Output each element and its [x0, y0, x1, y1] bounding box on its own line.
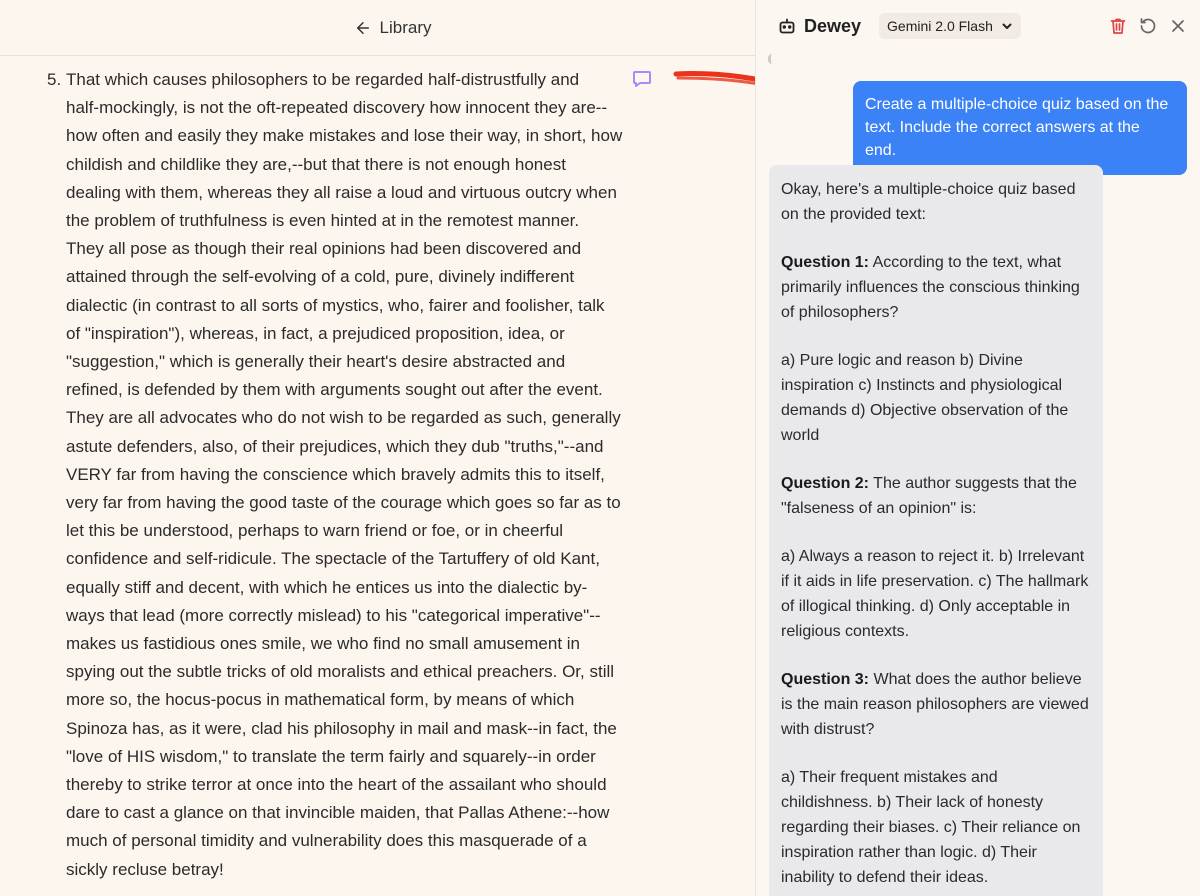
quiz-question: [781, 667, 1091, 742]
paragraph-line: very far from having the good taste of the courage which goes so far as to: [66, 493, 621, 513]
question-text: What does the author believe is the main reason philosophers are viewed with distrust?: [781, 671, 1089, 738]
paragraph-line: childish and childlike they are,--but that there is not enough honest: [66, 154, 566, 174]
chevron-down-icon: [1001, 20, 1013, 32]
chat-messages[interactable]: [756, 52, 1200, 896]
chat-actions: [1108, 16, 1188, 36]
question-label: Question 1:: [781, 254, 870, 271]
paragraph: [0, 66, 660, 884]
quiz-question: [781, 250, 1091, 325]
paragraph-line: dealing with them, whereas they all raise a loud and virtuous outcry when: [66, 182, 617, 202]
user-message: Create a multiple-choice quiz based on the text. Include the correct answers at the end.: [853, 81, 1187, 175]
assistant-message: [769, 165, 1103, 896]
paragraph-line: equally stiff and decent, with which he entices us into the dialectic by-: [66, 577, 588, 597]
close-icon[interactable]: [1168, 16, 1188, 36]
paragraph-line: more so, the hocus-pocus in mathematical form, by means of which: [66, 690, 575, 710]
bot-icon: [778, 17, 796, 35]
trash-icon[interactable]: [1108, 16, 1128, 36]
model-selector[interactable]: [879, 13, 1021, 39]
paragraph-line: sickly recluse betray!: [66, 859, 224, 879]
paragraph-line: let this be understood, perhaps to warn friend or foe, or in cheerful: [66, 521, 564, 541]
paragraph-line: "love of HIS wisdom," to translate the term fairly and squarely--in order: [66, 746, 596, 766]
paragraph-line: ways that lead (more correctly mislead) to his "categorical imperative"--: [66, 605, 601, 625]
assistant-title: Dewey: [804, 15, 862, 36]
paragraph-text: [66, 66, 660, 884]
paragraph-line: That which causes philosophers to be regarded half-distrustfully and: [66, 70, 580, 89]
paragraph-line: VERY far from having the conscience which bravely admits this to itself,: [66, 464, 605, 484]
paragraph-line: dialectic (in contrast to all sorts of mystics, who, fairer and foolisher, talk: [66, 295, 605, 315]
chat-header: [756, 0, 1200, 52]
paragraph-line: They are all advocates who do not wish to be regarded as such, generally: [66, 408, 621, 428]
paragraph-line: spying out the subtle tricks of old moralists and ethical preachers. Or, still: [66, 662, 615, 682]
back-label: Library: [379, 17, 432, 37]
assistant-intro: Okay, here's a multiple-choice quiz based on the provided text:: [781, 181, 1076, 223]
scroll-indicator: [768, 54, 776, 64]
paragraph-number: 5.: [47, 70, 62, 89]
paragraph-line: They all pose as though their real opinions had been discovered and: [66, 239, 582, 259]
paragraph-line: half-mockingly, is not the oft-repeated discovery how innocent they are--: [66, 98, 608, 118]
quiz-options: a) Their frequent mistakes and childishness. b) Their lack of honesty regarding their biases. c) Their reliance on inspiration rather than logic. d) Their inability to defend their ideas.: [781, 769, 1081, 886]
question-text: According to the text, what primarily influences the conscious thinking of philosophers?: [781, 254, 1080, 321]
chat-panel: [755, 0, 1200, 896]
quiz-question: [781, 471, 1091, 521]
arrow-left-icon: [354, 19, 372, 37]
paragraph-line: much of personal timidity and vulnerability does this masquerade of a: [66, 831, 587, 851]
quiz-options: a) Always a reason to reject it. b) Irrelevant if it aids in life preservation. c) The hallmark of illogical thinking. d) Only acceptable in religious contexts.: [781, 548, 1089, 640]
paragraph-line: Spinoza has, as it were, clad his philosophy in mail and mask--in fact, the: [66, 718, 617, 738]
paragraph-line: dare to cast a glance on that invincible maiden, that Pallas Athene:--how: [66, 803, 610, 823]
paragraph-line: confidence and self-ridicule. The spectacle of the Tartuffery of old Kant,: [66, 549, 600, 569]
back-to-library-link[interactable]: [354, 18, 432, 38]
paragraph-line: makes us fastidious ones smile, we who find no small amusement in: [66, 634, 581, 654]
paragraph-line: refined, is defended by them with arguments sought out after the event.: [66, 380, 603, 400]
paragraph-line: "suggestion," which is generally their heart's desire abstracted and: [66, 352, 566, 372]
model-selector-value: Gemini 2.0 Flash: [887, 18, 993, 34]
question-label: Question 3:: [781, 671, 870, 688]
question-text: The author suggests that the "falseness of an opinion" is:: [781, 475, 1077, 517]
paragraph-line: thereby to strike terror at once into the heart of the assailant who should: [66, 775, 607, 795]
quiz-options: a) Pure logic and reason b) Divine inspiration c) Instincts and physiological demands d) Objective observation of the world: [781, 352, 1069, 444]
paragraph-line: the problem of truthfulness is even hinted at in the remotest manner.: [66, 211, 580, 231]
paragraph-line: attained through the self-evolving of a cold, pure, divinely indifferent: [66, 267, 575, 287]
reader-header: [0, 0, 755, 56]
paragraph-line: astute defenders, also, of their prejudices, which they dub "truths,"--and: [66, 436, 604, 456]
paragraph-line: how often and easily they make mistakes and lose their way, in short, how: [66, 126, 623, 146]
reader-text: [0, 66, 660, 884]
refresh-icon[interactable]: [1138, 16, 1158, 36]
comment-icon[interactable]: [632, 70, 652, 88]
paragraph-line: of "inspiration"), whereas, in fact, a prejudiced proposition, idea, or: [66, 323, 565, 343]
question-label: Question 2:: [781, 475, 870, 492]
